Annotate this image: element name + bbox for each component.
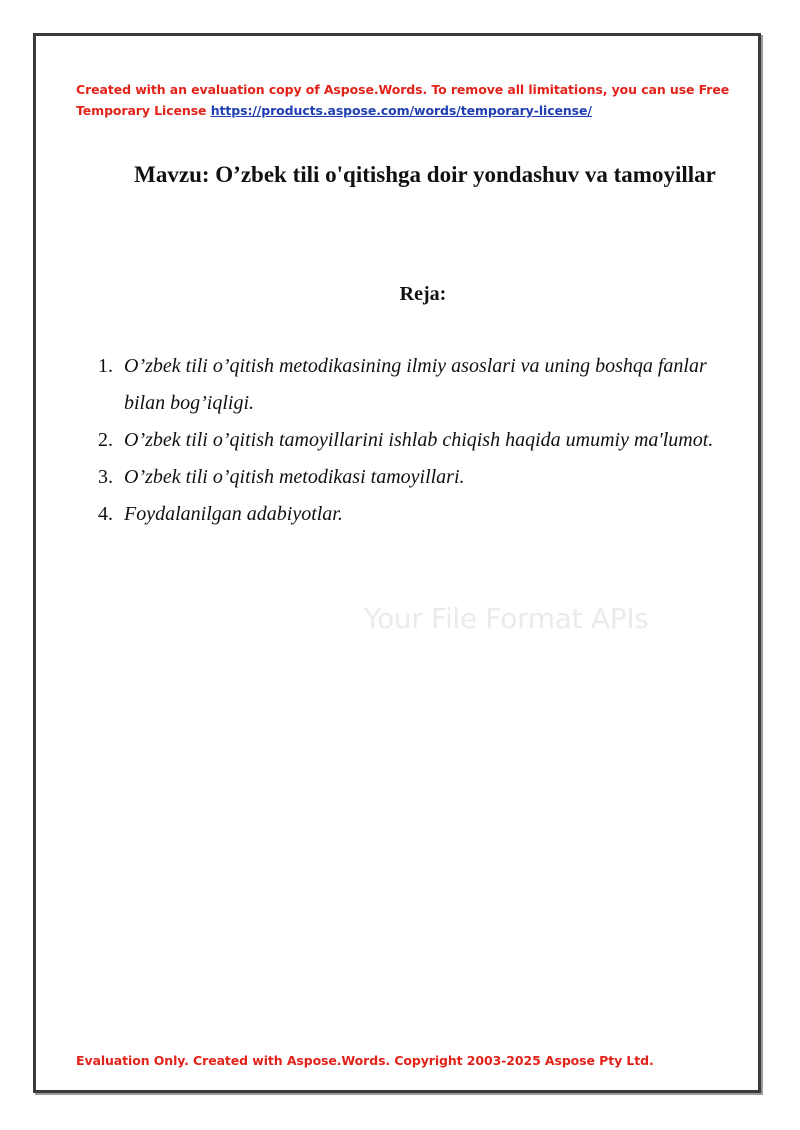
plan-heading: Reja: — [399, 283, 447, 305]
evaluation-footer: Evaluation Only. Created with Aspose.Words. Copyright 2003-2025 Aspose Pty Ltd. — [76, 1053, 654, 1068]
plan-item — [98, 422, 718, 459]
plan-item — [98, 348, 718, 422]
document-title: Mavzu: O’zbek tili o'qitishga doir yondashuv va tamoyillar — [134, 162, 716, 187]
plan-list — [98, 348, 718, 533]
plan-item-text: O’zbek tili o’qitish metodikasining ilmiy asoslari va uning boshqa fanlar bilan bog’iqligi. — [124, 355, 707, 414]
plan-item-number: 2. — [98, 429, 113, 451]
plan-item-number: 1. — [98, 355, 113, 377]
plan-item — [98, 496, 718, 533]
watermark: Your File Format APIs — [364, 602, 649, 635]
plan-item-number: 3. — [98, 466, 113, 488]
evaluation-notice-text: Created with an evaluation copy of Aspose.Words. To remove all limitations, you can use Free Temporary License — [76, 82, 730, 118]
plan-item-number: 4. — [98, 503, 113, 525]
temporary-license-link[interactable]: https://products.aspose.com/words/temporary-license/ — [210, 103, 592, 118]
evaluation-notice — [76, 79, 736, 121]
plan-item-text: Foydalanilgan adabiyotlar. — [124, 503, 343, 525]
plan-item-text: O’zbek tili o’qitish tamoyillarini ishlab chiqish haqida umumiy ma'lumot. — [124, 429, 714, 451]
plan-item — [98, 459, 718, 496]
plan-item-text: O’zbek tili o’qitish metodikasi tamoyillari. — [124, 466, 465, 488]
